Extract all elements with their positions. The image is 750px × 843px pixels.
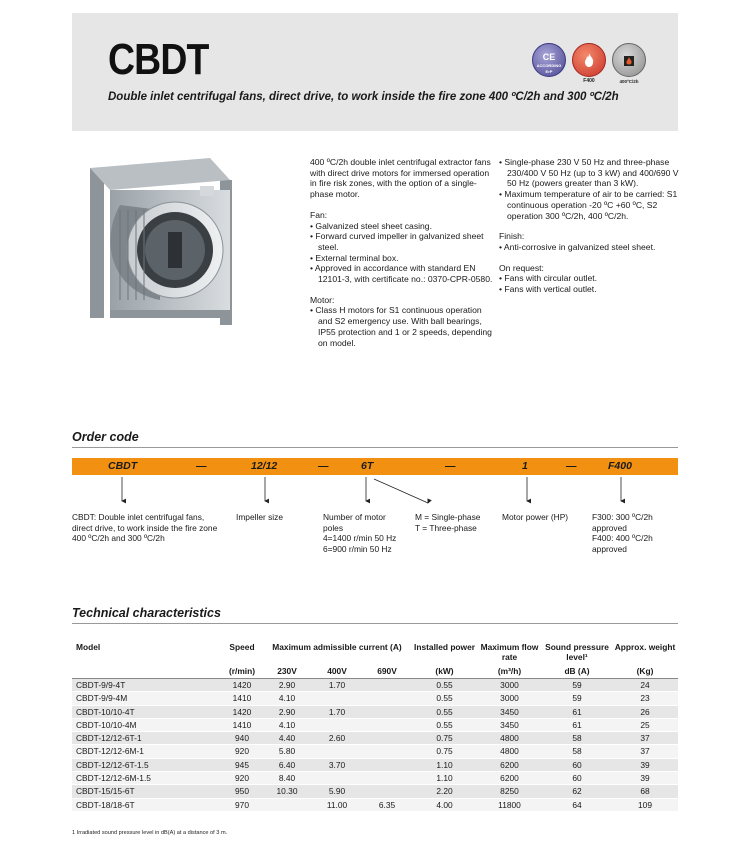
table-cell: 6.35 (362, 798, 412, 811)
table-cell: CBDT-18/18-6T (72, 798, 222, 811)
badge-temperature: 400ºC/2h (612, 43, 646, 77)
table-cell: 25 (612, 718, 678, 731)
table-cell: 2.60 (312, 732, 362, 745)
table-cell: 3450 (477, 718, 542, 731)
table-cell: 1420 (222, 679, 262, 692)
table-cell: 0.75 (412, 732, 477, 745)
table-cell: 10.30 (262, 785, 312, 798)
table-cell: 6200 (477, 772, 542, 785)
table-cell: 59 (542, 679, 612, 692)
list-item: • Maximum temperature of air to be carried: S1 continuous operation -20 ºC +60 ºC, S2 operation 300 ºC/2h, 400 ºC/2h. (499, 189, 684, 221)
table-cell: 11.00 (312, 798, 362, 811)
table-cell: 23 (612, 692, 678, 705)
table-cell: 58 (542, 745, 612, 758)
table-cell: 4800 (477, 732, 542, 745)
table-body (72, 679, 678, 812)
code-model: CBDT (108, 460, 138, 472)
table-cell: 64 (542, 798, 612, 811)
flame-icon (572, 43, 606, 77)
order-code-bar (72, 458, 678, 475)
table-cell: CBDT-15/15-6T (72, 785, 222, 798)
table-cell: 0.55 (412, 718, 477, 731)
list-item: • Forward curved impeller in galvanized sheet steel. (310, 231, 495, 252)
order-code-power-desc: Motor power (HP) (502, 512, 569, 522)
table-row (72, 705, 678, 718)
table-row (72, 745, 678, 758)
unit-sound: dB (A) (542, 664, 612, 679)
list-item: • Approved in accordance with standard EN 12101-3, with certificate no.: 0370-CPR-0580. (310, 263, 495, 284)
fan-product-image (80, 150, 280, 330)
order-code-impeller-desc: Impeller size (236, 512, 284, 522)
description-column-2 (499, 157, 684, 295)
table-cell (262, 798, 312, 811)
footnote: 1 Irradiated sound pressure level in dB(A) at a distance of 3 m. (72, 830, 228, 836)
table-cell: 37 (612, 745, 678, 758)
table-cell: 3.70 (312, 758, 362, 771)
table-cell: 39 (612, 772, 678, 785)
motor-heading: Motor: (310, 294, 335, 305)
table-cell (362, 692, 412, 705)
table-row (72, 692, 678, 705)
description-column-1 (310, 157, 495, 348)
tech-heading: Technical characteristics (72, 606, 221, 620)
table-cell: 1420 (222, 705, 262, 718)
table-cell: 1410 (222, 692, 262, 705)
list-item: • Single-phase 230 V 50 Hz and three-phase 230/400 V 50 Hz (up to 3 kW) and 400/690 V 50 Hz (powers greater than 3 kW). (499, 157, 684, 189)
code-poles: 6T (361, 460, 374, 472)
unit-230v: 230V (262, 664, 312, 679)
code-separator: — (445, 460, 456, 472)
table-cell (362, 732, 412, 745)
table-cell: 4.10 (262, 718, 312, 731)
table-cell: 2.90 (262, 705, 312, 718)
col-header-flow: Maximum flow rate (480, 642, 539, 662)
temperature-icon (612, 43, 646, 77)
order-code-heading: Order code (72, 430, 139, 444)
table-cell: 11800 (477, 798, 542, 811)
table-cell: 0.75 (412, 745, 477, 758)
finish-heading: Finish: (499, 231, 525, 242)
list-item: • Fans with circular outlet. (499, 273, 684, 284)
on-request-heading: On request: (499, 262, 544, 273)
table-cell: 109 (612, 798, 678, 811)
unit-power: (kW) (412, 664, 477, 679)
table-cell: 8.40 (262, 772, 312, 785)
col-header-weight: Approx. weight (614, 642, 676, 652)
unit-flow: (m³/h) (477, 664, 542, 679)
table-cell: 5.80 (262, 745, 312, 758)
table-cell: 62 (542, 785, 612, 798)
code-separator: — (318, 460, 329, 472)
header-panel (72, 13, 678, 131)
table-cell: 4.00 (412, 798, 477, 811)
certification-badges (532, 43, 646, 84)
table-cell: 60 (542, 772, 612, 785)
table-row (72, 732, 678, 745)
table-cell (312, 692, 362, 705)
table-cell: 970 (222, 798, 262, 811)
table-cell: 940 (222, 732, 262, 745)
table-cell (312, 772, 362, 785)
table-cell: 3450 (477, 705, 542, 718)
table-cell (362, 772, 412, 785)
table-cell: 5.90 (312, 785, 362, 798)
order-code-model-desc: CBDT: Double inlet centrifugal fans, direct drive, to work inside the fire zone 400 ºC/2h and 300 ºC/2h (72, 512, 218, 543)
col-header-sound: Sound pressure level¹ (545, 642, 609, 662)
list-item: • Class H motors for S1 continuous operation and S2 emergency use. With ball bearings, IP55 protection and 1 or 2 speeds, depending on model. (310, 305, 495, 348)
table-cell (362, 785, 412, 798)
list-item: • Anti-corrosive in galvanized steel sheet. (499, 242, 684, 253)
order-code-poles-desc: Number of motor poles 4=1400 r/min 50 Hz 6=900 r/min 50 Hz (323, 512, 397, 554)
table-cell: 2.20 (412, 785, 477, 798)
table-cell: CBDT-10/10-4M (72, 718, 222, 731)
list-item: • Galvanized steel sheet casing. (310, 221, 495, 232)
col-header-speed: Speed (229, 642, 255, 652)
col-header-model: Model (76, 642, 101, 652)
table-cell: 4.10 (262, 692, 312, 705)
table-cell: CBDT-9/9-4T (72, 679, 222, 692)
table-cell (362, 679, 412, 692)
divider (72, 447, 678, 448)
table-cell (362, 705, 412, 718)
table-cell: 26 (612, 705, 678, 718)
table-cell: 4.40 (262, 732, 312, 745)
table-row (72, 718, 678, 731)
unit-speed: (r/min) (222, 664, 262, 679)
table-units-row (72, 664, 678, 679)
table-cell: 61 (542, 718, 612, 731)
table-row (72, 679, 678, 692)
code-fire-rating: F400 (608, 460, 632, 472)
code-power: 1 (522, 460, 528, 472)
fan-feature-list (310, 221, 495, 285)
table-cell: 920 (222, 772, 262, 785)
table-cell: 39 (612, 758, 678, 771)
divider (72, 623, 678, 624)
page-title: CBDT (108, 35, 209, 84)
table-cell: 1410 (222, 718, 262, 731)
table-cell: 3000 (477, 679, 542, 692)
table-cell: 24 (612, 679, 678, 692)
table-cell: 950 (222, 785, 262, 798)
table-cell: 60 (542, 758, 612, 771)
table-cell: 945 (222, 758, 262, 771)
table-cell: 1.10 (412, 772, 477, 785)
table-cell (312, 745, 362, 758)
table-cell: 1.10 (412, 758, 477, 771)
code-separator: — (566, 460, 577, 472)
order-code-fire-desc: F300: 300 ºC/2h approved F400: 400 ºC/2h approved (592, 512, 653, 554)
list-item: • External terminal box. (310, 253, 495, 264)
table-cell: CBDT-12/12-6M-1 (72, 745, 222, 758)
ce-erp-icon: CE ACCORDING ErP (532, 43, 566, 77)
table-cell: CBDT-9/9-4M (72, 692, 222, 705)
list-item: • Fans with vertical outlet. (499, 284, 684, 295)
table-cell: 6200 (477, 758, 542, 771)
table-cell: CBDT-10/10-4T (72, 705, 222, 718)
table-cell (312, 718, 362, 731)
badge-f400: F400 (572, 43, 606, 77)
table-cell: 1.70 (312, 705, 362, 718)
table-cell: 0.55 (412, 705, 477, 718)
table-cell: 58 (542, 732, 612, 745)
table-row (72, 798, 678, 811)
table-row (72, 772, 678, 785)
table-row (72, 758, 678, 771)
fan-heading: Fan: (310, 209, 328, 220)
unit-400v: 400V (312, 664, 362, 679)
table-cell: 8250 (477, 785, 542, 798)
table-cell: 0.55 (412, 692, 477, 705)
table-cell: CBDT-12/12-6M-1.5 (72, 772, 222, 785)
finish-list (499, 242, 684, 253)
technical-table (72, 640, 678, 812)
on-request-list (499, 273, 684, 294)
table-cell: 4800 (477, 745, 542, 758)
table-cell: 0.55 (412, 679, 477, 692)
motor-feature-list (310, 305, 495, 348)
order-code-arrows (0, 475, 750, 515)
table-cell: 3000 (477, 692, 542, 705)
code-separator: — (196, 460, 207, 472)
table-row (72, 785, 678, 798)
table-cell: 920 (222, 745, 262, 758)
table-cell: 1.70 (312, 679, 362, 692)
unit-690v: 690V (362, 664, 412, 679)
table-cell (362, 718, 412, 731)
table-cell: CBDT-12/12-6T-1 (72, 732, 222, 745)
col-header-power: Installed power (414, 642, 475, 652)
intro-text: 400 ºC/2h double inlet centrifugal extractor fans with direct drive motors for immersed operation in fire risk zones, with the option of a single-phase motor. (310, 157, 491, 200)
table-header-row (72, 640, 678, 664)
order-code-phase-desc: M = Single-phase T = Three-phase (415, 512, 481, 533)
table-cell: 68 (612, 785, 678, 798)
unit-weight: (Kg) (612, 664, 678, 679)
page-subtitle: Double inlet centrifugal fans, direct drive, to work inside the fire zone 400 ºC/2h and 300 ºC/2h (108, 91, 619, 103)
table-cell (362, 745, 412, 758)
table-cell (362, 758, 412, 771)
table-cell: 6.40 (262, 758, 312, 771)
col-header-current: Maximum admissible current (A) (272, 642, 402, 652)
table-cell: 59 (542, 692, 612, 705)
table-cell: 2.90 (262, 679, 312, 692)
motor-spec-list (499, 157, 684, 221)
badge-ce (532, 43, 566, 77)
table-cell: 37 (612, 732, 678, 745)
code-impeller: 12/12 (251, 460, 278, 472)
table-cell: 61 (542, 705, 612, 718)
table-cell: CBDT-12/12-6T-1.5 (72, 758, 222, 771)
